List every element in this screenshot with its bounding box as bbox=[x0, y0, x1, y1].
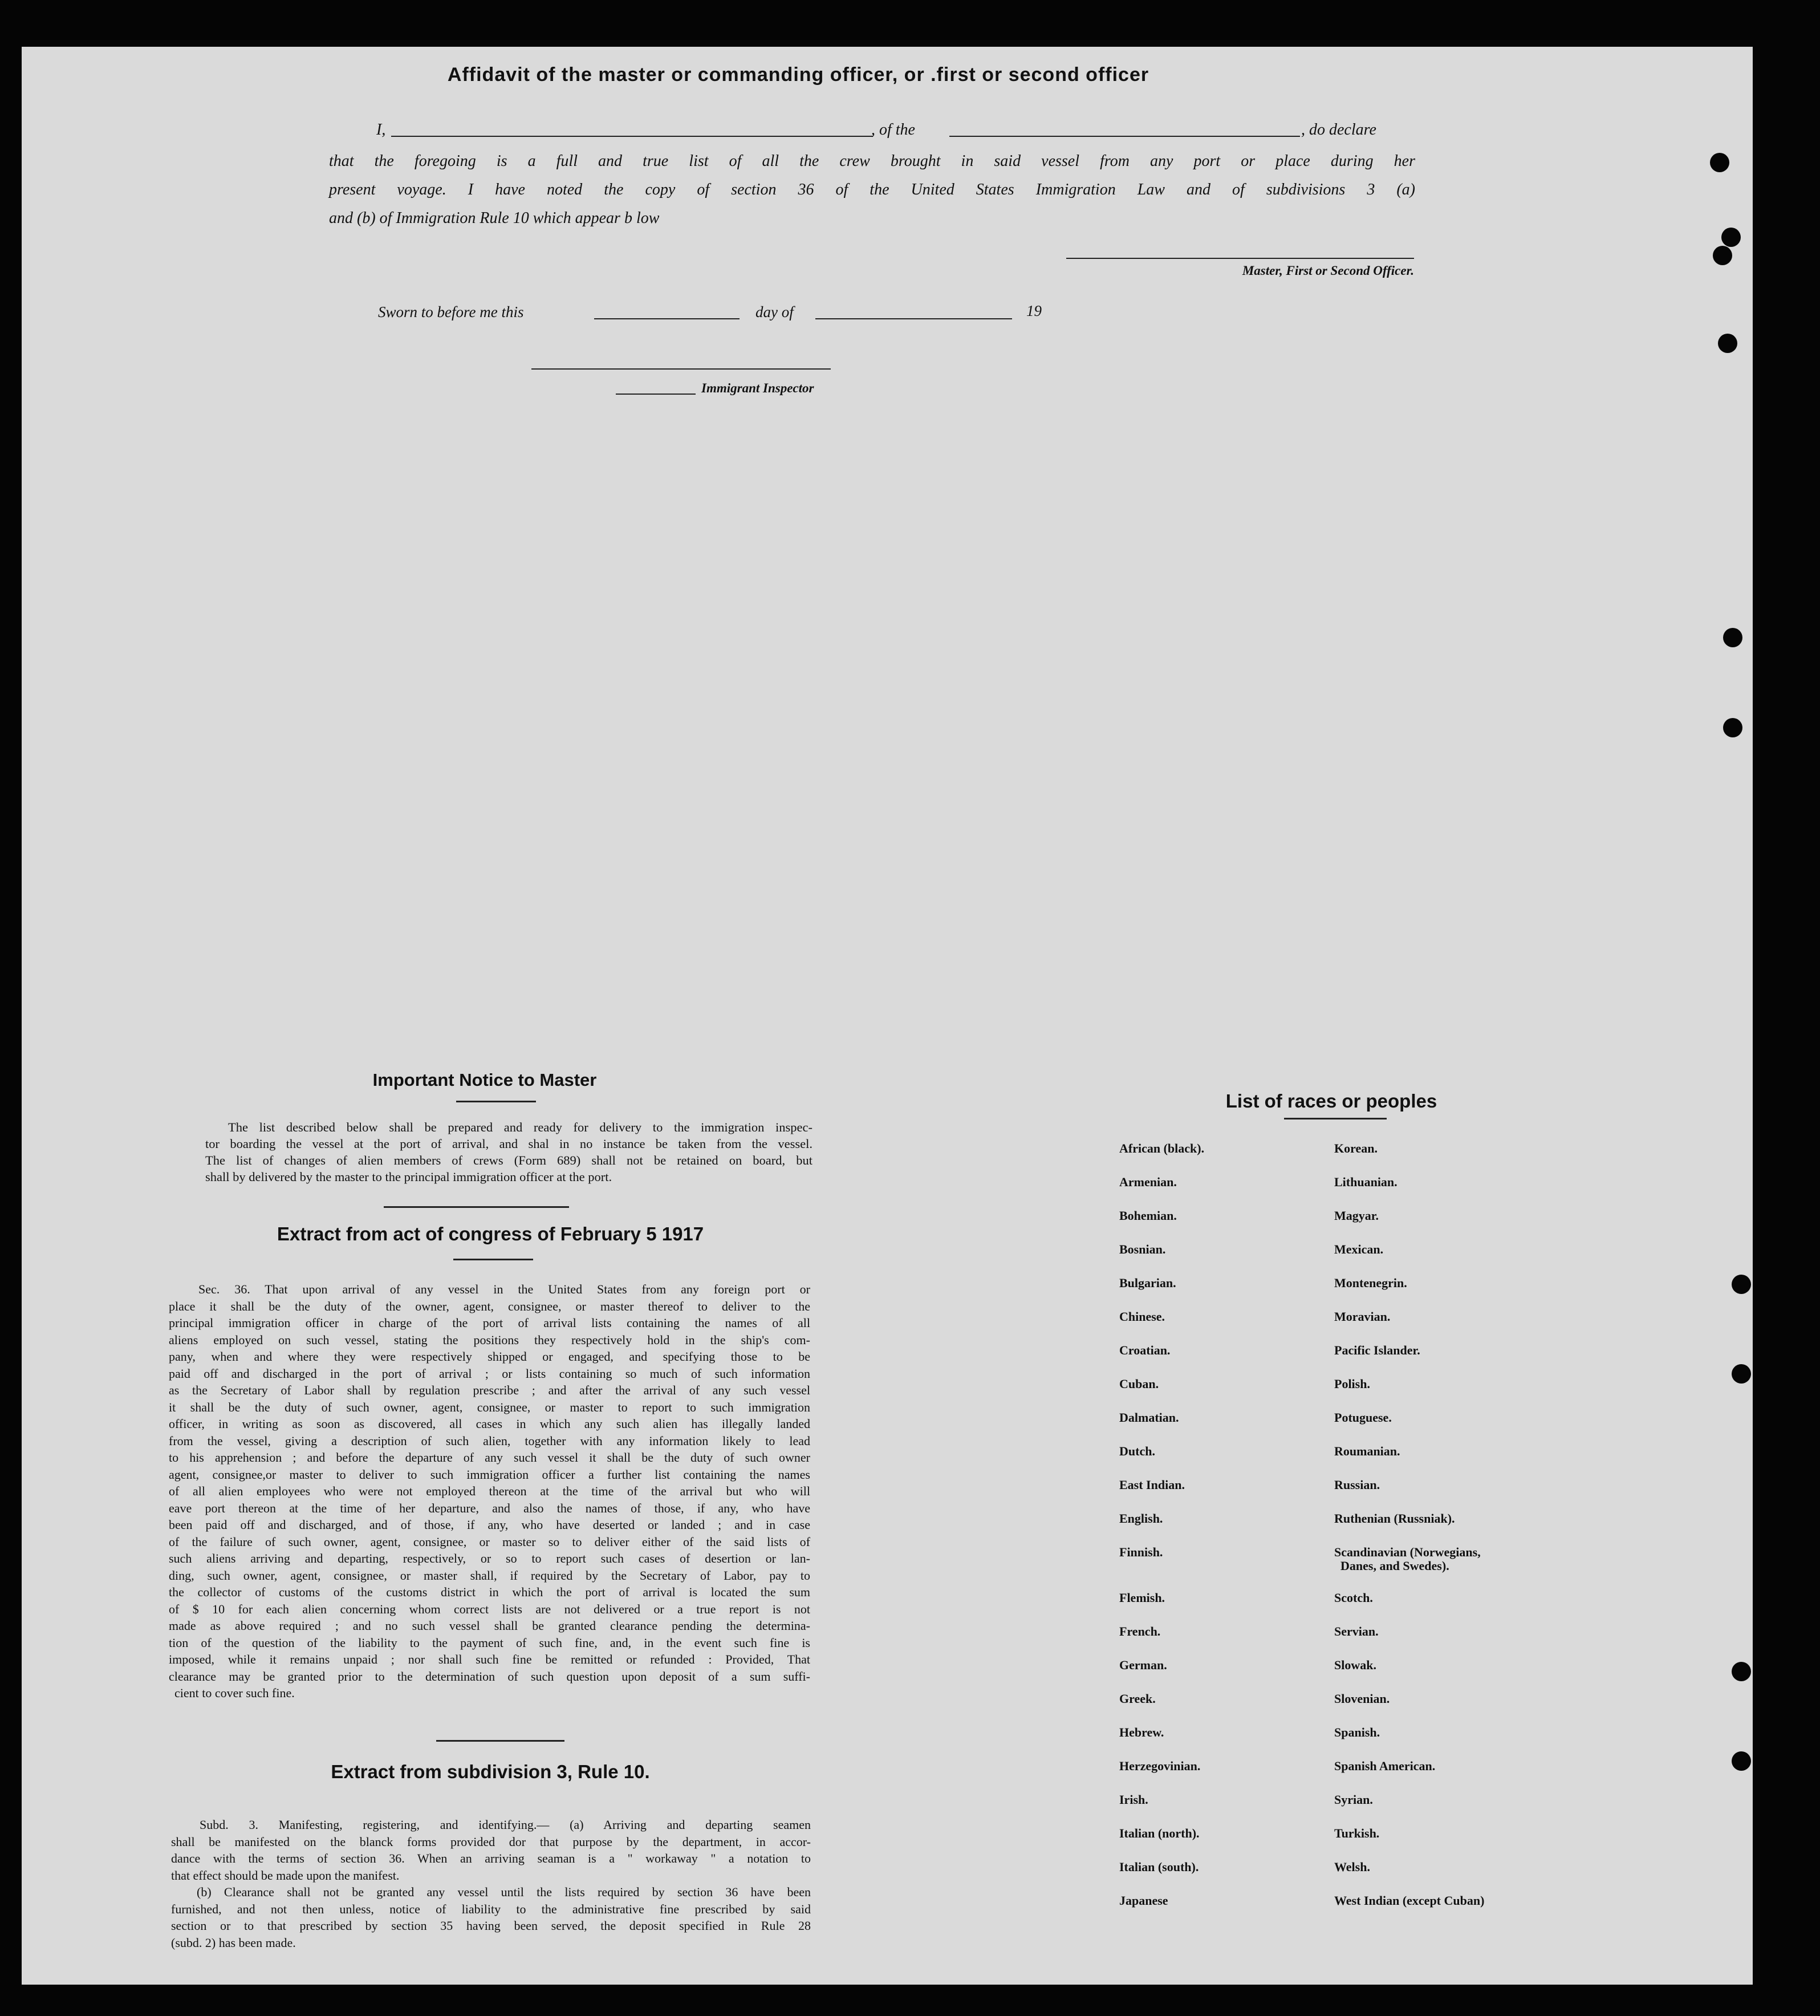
extract-rule-line: furnished, and not then unless, notice of liability to the administrative fine prescribed by said bbox=[171, 1901, 811, 1916]
affidavit-declare-label: , do declare bbox=[1301, 121, 1376, 139]
notice-title: Important Notice to Master bbox=[372, 1070, 597, 1090]
punch-hole bbox=[1721, 228, 1741, 247]
section-rule bbox=[384, 1206, 569, 1208]
race-left-item: Irish. bbox=[1119, 1792, 1148, 1807]
race-left-item: African (black). bbox=[1119, 1141, 1205, 1155]
race-right-item: Magyar. bbox=[1334, 1208, 1379, 1223]
punch-hole bbox=[1710, 153, 1729, 172]
notice-line: shall by delivered by the master to the principal immigration officer at the port. bbox=[205, 1170, 612, 1184]
extract-act-line: tion of the question of the liability to the payment of such fine, and, in the event such fine is bbox=[169, 1635, 810, 1650]
extract-rule-text bbox=[171, 1816, 811, 1951]
race-left-item: Armenian. bbox=[1119, 1175, 1177, 1189]
notice-line: tor boarding the vessel at the port of arrival, and shal in no instance be taken from the vessel. bbox=[205, 1137, 812, 1151]
race-right-item: Mexican. bbox=[1334, 1242, 1384, 1256]
race-right-item: Scandinavian (Norwegians, Danes, and Swedes). bbox=[1334, 1545, 1481, 1573]
race-left-item: Finnish. bbox=[1119, 1545, 1163, 1559]
extract-act-line: from the vessel, giving a description of such alien, together with any information likely to lead bbox=[169, 1433, 810, 1448]
race-right-item: West Indian (except Cuban) bbox=[1334, 1893, 1485, 1908]
punch-hole bbox=[1732, 1751, 1751, 1771]
race-left-item: Herzegovinian. bbox=[1119, 1759, 1201, 1773]
extract-act-text bbox=[169, 1281, 810, 1702]
race-left-item: Dutch. bbox=[1119, 1444, 1155, 1458]
race-right-item: Roumanian. bbox=[1334, 1444, 1400, 1458]
race-right-item: Spanish. bbox=[1334, 1725, 1380, 1739]
extract-act-line: it shall be the duty of such owner, agent, consignee, or master to report to such immigration bbox=[169, 1400, 810, 1414]
race-right-item: Slowak. bbox=[1334, 1658, 1376, 1672]
race-left-item: Flemish. bbox=[1119, 1591, 1165, 1605]
race-right-item: Syrian. bbox=[1334, 1792, 1373, 1807]
punch-hole bbox=[1723, 628, 1742, 647]
extract-act-line: agent, consignee,or master to deliver to such immigration officer a further list containing the names bbox=[169, 1467, 810, 1482]
extract-rule-line: Subd. 3. Manifesting, registering, and identifying.— (a) Arriving and departing seamen bbox=[200, 1818, 811, 1832]
race-right-item: Montenegrin. bbox=[1334, 1276, 1407, 1290]
inspector-signature-line bbox=[531, 368, 831, 370]
race-left-item: Japanese bbox=[1119, 1893, 1168, 1908]
extract-rule-line: dance with the terms of section 36. When an arriving seaman is a " workaway " a notation to bbox=[171, 1851, 811, 1865]
race-left-item: Dalmatian. bbox=[1119, 1410, 1179, 1425]
race-left-item: East Indian. bbox=[1119, 1478, 1185, 1492]
notice-line: The list of changes of alien members of crews (Form 689) shall not be retained on board, but bbox=[205, 1153, 812, 1167]
race-left-item: Bosnian. bbox=[1119, 1242, 1166, 1256]
master-signature-line bbox=[1066, 258, 1414, 259]
race-right-item: Polish. bbox=[1334, 1377, 1370, 1391]
extract-act-line: as the Secretary of Labor shall by regulation prescribe ; and after the arrival of any such vessel bbox=[169, 1383, 810, 1397]
extract-act-line: principal immigration officer in charge of the port of arrival lists containing the names of all bbox=[169, 1316, 810, 1330]
affidavit-body-2: present voyage. I have noted the copy of section 36 of the United States Immigration Law and of subdivisions 3 (a) bbox=[329, 181, 1415, 198]
race-left-item: English. bbox=[1119, 1511, 1163, 1526]
extract-act-line: imposed, while it remains unpaid ; nor shall such fine be remitted or refunded : Provided, That bbox=[169, 1652, 810, 1666]
race-right-item: Spanish American. bbox=[1334, 1759, 1436, 1773]
punch-hole bbox=[1723, 718, 1742, 737]
race-right-item: Pacific Islander. bbox=[1334, 1343, 1420, 1357]
sworn-day-line bbox=[594, 318, 740, 319]
sworn-label: Sworn to before me this bbox=[378, 303, 524, 321]
extract-rule-title: Extract from subdivision 3, Rule 10. bbox=[331, 1761, 650, 1782]
sworn-month-line bbox=[815, 318, 1012, 319]
extract-act-line: made as above required ; and no such vessel shall be granted clearance pending the determina- bbox=[169, 1619, 810, 1633]
extract-act-title: Extract from act of congress of February 5 1917 bbox=[277, 1223, 704, 1244]
race-left-item: Italian (north). bbox=[1119, 1826, 1200, 1840]
extract-act-line: Sec. 36. That upon arrival of any vessel in the United States from any foreign port or bbox=[198, 1282, 810, 1296]
extract-act-line: aliens employed on such vessel, stating the positions they respectively hold in the ship's com- bbox=[169, 1332, 810, 1347]
year-label: 19 bbox=[1026, 302, 1042, 319]
race-right-item: Potuguese. bbox=[1334, 1410, 1392, 1425]
extract-rule-line: that effect should be made upon the manifest. bbox=[171, 1868, 400, 1883]
race-left-item: Greek. bbox=[1119, 1692, 1156, 1706]
race-right-item: Korean. bbox=[1334, 1141, 1378, 1155]
race-left-item: Croatian. bbox=[1119, 1343, 1171, 1357]
master-signature-label: Master, First or Second Officer. bbox=[1242, 263, 1414, 278]
extract-act-line: paid off and discharged in the port of arrival ; or lists containing so much of such information bbox=[169, 1366, 810, 1381]
extract-rule-line: section or to that prescribed by section 35 having been served, the deposit specified in Rule 28 bbox=[171, 1918, 811, 1933]
extract-act-line: cient to cover such fine. bbox=[174, 1686, 295, 1700]
race-left-item: Cuban. bbox=[1119, 1377, 1159, 1391]
extract-rule-line: shall be manifested on the blanck forms provided dor that purpose by the department, in accor- bbox=[171, 1834, 811, 1849]
punch-hole bbox=[1713, 246, 1732, 265]
extract-act-line: to his apprehension ; and before the departure of any such vessel it shall be the duty of such owner bbox=[169, 1450, 810, 1465]
race-right-item: Lithuanian. bbox=[1334, 1175, 1398, 1189]
extract-act-line: pany, when and where they were respectively shipped or engaged, and specifying those to be bbox=[169, 1349, 810, 1364]
extract-act-line: of all alien employees who were not employed thereon at the time of the arrival but who will bbox=[169, 1484, 810, 1498]
extract-act-line: officer, in writing as soon as discovered, all cases in which any such alien has illegally landed bbox=[169, 1417, 810, 1431]
affidavit-title: Affidavit of the master or commanding officer, or .first or second officer bbox=[447, 64, 1149, 86]
notice-text bbox=[205, 1119, 812, 1185]
race-right-item: Turkish. bbox=[1334, 1826, 1380, 1840]
notice-title-rule bbox=[456, 1101, 536, 1102]
inspector-short-line bbox=[616, 394, 696, 395]
inspector-label: Immigrant Inspector bbox=[701, 381, 814, 395]
affidavit-body-3: and (b) of Immigration Rule 10 which appear b low bbox=[329, 209, 660, 227]
extract-act-line: been paid off and discharged, and of those, if any, who have deserted or landed ; and in case bbox=[169, 1518, 810, 1532]
extract-act-line: eave port thereon at the time of her departure, and also the names of those, if any, who have bbox=[169, 1500, 810, 1515]
punch-hole bbox=[1732, 1275, 1751, 1294]
extract-rule-line: (subd. 2) has been made. bbox=[171, 1935, 296, 1950]
extract-act-line: place it shall be the duty of the owner, agent, consignee, or master thereof to deliver to the bbox=[169, 1299, 810, 1313]
race-left-item: Hebrew. bbox=[1119, 1725, 1164, 1739]
affidavit-i-label: I, bbox=[376, 121, 386, 139]
extract-act-line: ding, such owner, agent, consignee, or master shall, if required by the Secretary of Labor, pay to bbox=[169, 1568, 810, 1583]
race-left-item: Bulgarian. bbox=[1119, 1276, 1176, 1290]
race-right-item: Russian. bbox=[1334, 1478, 1380, 1492]
race-right-item: Slovenian. bbox=[1334, 1692, 1390, 1706]
extract-act-line: of the failure of such owner, agent, consignee, or master so to deliver either of the said lists of bbox=[169, 1534, 810, 1549]
extract-rule-line: (b) Clearance shall not be granted any vessel until the lists required by section 36 have been bbox=[197, 1885, 811, 1899]
race-right-item: Moravian. bbox=[1334, 1309, 1391, 1324]
extract-act-line: such aliens arriving and departing, respectively, or so to report such cases of desertion or lan- bbox=[169, 1551, 810, 1565]
race-right-item: Welsh. bbox=[1334, 1860, 1370, 1874]
races-title: List of races or peoples bbox=[1225, 1090, 1437, 1112]
extract-act-rule bbox=[453, 1259, 533, 1260]
race-right-item: Servian. bbox=[1334, 1624, 1379, 1638]
races-title-rule bbox=[1284, 1118, 1387, 1119]
race-left-item: Chinese. bbox=[1119, 1309, 1165, 1324]
race-left-item: German. bbox=[1119, 1658, 1167, 1672]
race-right-item: Ruthenian (Russniak). bbox=[1334, 1511, 1455, 1526]
punch-hole bbox=[1718, 334, 1737, 353]
punch-hole bbox=[1732, 1364, 1751, 1384]
extract-act-line: clearance may be granted prior to the determination of such question upon deposit of a sum suffi- bbox=[169, 1669, 810, 1684]
race-left-item: Bohemian. bbox=[1119, 1208, 1177, 1223]
day-of-label: day of bbox=[755, 303, 794, 321]
vessel-blank-line bbox=[949, 136, 1300, 137]
section-rule bbox=[436, 1740, 564, 1742]
punch-hole bbox=[1732, 1662, 1751, 1681]
extract-act-line: the collector of customs of the customs district in which the port of arrival is located the sum bbox=[169, 1585, 810, 1599]
extract-act-line: of $ 10 for each alien concerning whom correct lists are not delivered or a true report is not bbox=[169, 1601, 810, 1616]
race-left-item: Italian (south). bbox=[1119, 1860, 1199, 1874]
race-left-item: French. bbox=[1119, 1624, 1161, 1638]
affidavit-body-1: that the foregoing is a full and true list of all the crew brought in said vessel from any port or place during her bbox=[329, 152, 1415, 170]
race-right-item: Scotch. bbox=[1334, 1591, 1373, 1605]
notice-line: The list described below shall be prepared and ready for delivery to the immigration inspec- bbox=[228, 1120, 812, 1134]
affidavit-of-the-label: , of the bbox=[871, 121, 915, 139]
name-blank-line bbox=[391, 136, 873, 137]
